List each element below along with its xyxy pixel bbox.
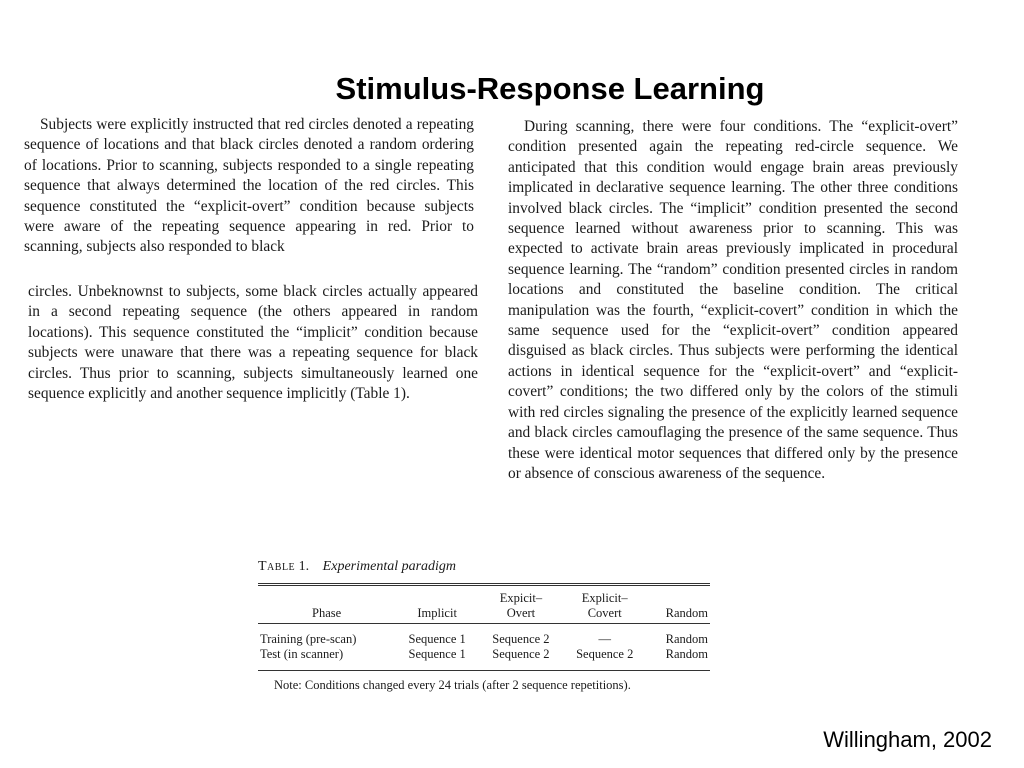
header-explicit-covert-line2: Covert: [587, 606, 622, 620]
left-column-paragraph-bottom: circles. Unbeknownst to subjects, some black circles actually appeared in a second repeating sequence (the others appeared in random locations). This sequence constituted the “implicit” condition because subjects were unaware that there was a repeating sequence for black circles. Thus prior to scanning, subjects simultaneously learned one sequence explicitly and another sequence implicitly (Table 1).: [28, 283, 478, 403]
right-column-paragraph: During scanning, there were four conditions. The “explicit-overt” condition presented again the repeating red-circle sequence. We anticipated that this condition would engage brain areas previously implicated in declarative sequence learning. The other three conditions involved black circles. The “implicit” condition presented the second sequence learned without awareness prior to scanning. This was expected to activate brain areas previously implicated in procedural sequence learning. The “random” condition presented circles in random locations and constituted the baseline condition. The critical manipulation was the fourth, “explicit-covert” condition in which the same sequence used for the “explicit-overt” condition appeared disguised as black circles. Thus subjects were performing the identical actions in identical sequence for the “explicit-overt” and “explicit-covert” conditions; the two differed only by the colors of the stimuli with red circles signaling the presence of the explicitly learned sequence and black circles camouflaging the presence of the same sequence. Thus these were identical motor sequences that differed only by the presence or absence of conscious awareness of the sequence.: [508, 118, 958, 482]
slide-title: Stimulus-Response Learning: [335, 71, 765, 106]
table-caption: [258, 557, 710, 577]
table-row: [258, 647, 710, 671]
header-explicit-covert: [563, 585, 647, 624]
experimental-paradigm-table-block: [258, 557, 710, 693]
table-row: [258, 624, 710, 648]
table-caption-title: Experimental paradigm: [322, 559, 457, 574]
header-implicit: Implicit: [417, 606, 457, 620]
left-column-paragraph-top: Subjects were explicitly instructed that red circles denoted a repeating sequence of locations and that black circles denoted a random ordering of locations. Prior to scanning, subjects responded to a single repeating sequence that always determined the location of the red circles. This sequence constituted the “explicit-overt” condition because subjects were aware of the repeating sequence appearing in red. Prior to scanning, subjects also responded to black: [24, 116, 474, 256]
header-explicit-covert-line1: Explicit–: [581, 591, 628, 605]
citation: Willingham, 2002: [823, 727, 992, 752]
cell-phase: Test (in scanner): [260, 647, 344, 661]
cell-explicit-covert: Sequence 2: [576, 647, 634, 661]
cell-random: Random: [665, 632, 708, 646]
table-caption-number: 1.: [298, 559, 310, 574]
table-header-row: [258, 585, 710, 624]
table-note: Note: Conditions changed every 24 trials (after 2 sequence repetitions).: [274, 678, 631, 692]
header-phase: Phase: [312, 606, 342, 620]
paradigm-table: [258, 583, 710, 671]
header-explicit-overt-line2: Overt: [506, 606, 536, 620]
header-explicit-overt: [479, 585, 563, 624]
header-explicit-overt-line1: Expicit–: [499, 591, 543, 605]
cell-explicit-covert: —: [598, 632, 611, 646]
header-random: Random: [665, 606, 708, 620]
table-caption-label: Table: [258, 559, 296, 574]
cell-phase: Training (pre-scan): [260, 632, 357, 646]
cell-random: Random: [665, 647, 708, 661]
cell-explicit-overt: Sequence 2: [492, 632, 550, 646]
cell-explicit-overt: Sequence 2: [492, 647, 550, 661]
cell-implicit: Sequence 1: [408, 632, 466, 646]
cell-implicit: Sequence 1: [408, 647, 466, 661]
